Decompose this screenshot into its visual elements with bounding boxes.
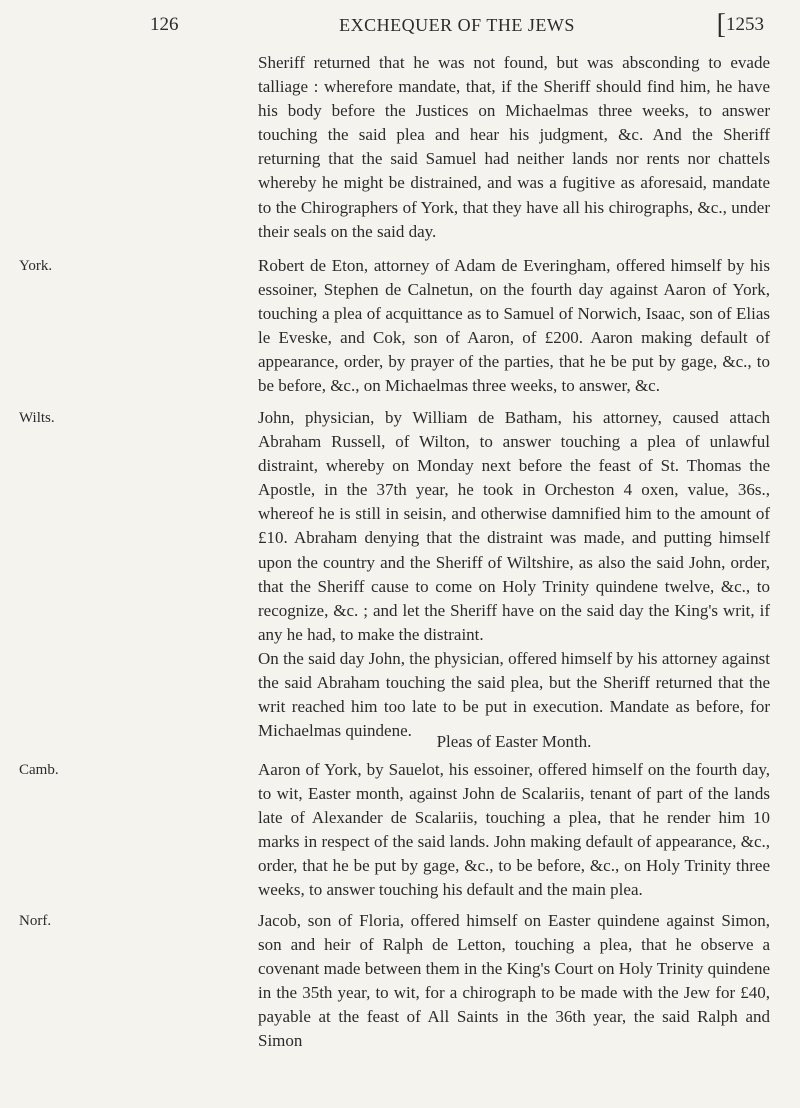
paragraph-block	[258, 909, 770, 1054]
paragraph: Robert de Eton, attorney of Adam de Everingham, offered himself by his essoiner, Stephen de Calnetun, on the fourth day against Aaron of York, touching a plea of acquittance as to Samuel of Norwich, Isaac, son of Elias le Eveske, and Cok, son of Aaron, of £200. Aaron making default of appearance, order, by prayer of the parties, that he be put by gage, &c., to be before, &c., on Michaelmas three weeks, to answer, &c.	[258, 256, 770, 396]
page-header	[150, 8, 764, 42]
paragraph: Aaron of York, by Sauelot, his essoiner, offered himself on the fourth day, to wit, Easter month, against John de Scalariis, tenant of part of the lands late of Alexander de Scalariis, touching a plea, that he render him 10 marks in respect of the said lands. John making default of appearance, &c., order, that he be put by gage, &c., to be before, &c., on Holy Trinity three weeks, to answer touching his default and the main plea.	[258, 760, 770, 900]
page-number: 126	[150, 14, 179, 35]
paragraph-block	[258, 406, 770, 743]
year-value: 1253	[726, 14, 764, 35]
paragraph-block	[258, 51, 770, 244]
paragraph: Sheriff returned that he was not found, but was absconding to evade talliage : wherefore mandate, that, if the Sheriff should find him, he have his body before the Justices on Michaelmas three weeks, to answer touching the said plea and hear his judgment, &c. And the Sheriff returning that the said Samuel had neither lands nor rents nor chattels whereby he might be distrained, and was a fugitive as aforesaid, mandate to the Chirographers of York, that they have all his chirographs, &c., under their seals on the said day.	[258, 53, 770, 241]
margin-county-label: Norf.	[19, 913, 52, 929]
paragraph-block	[258, 254, 770, 399]
margin-county-label: York.	[19, 258, 53, 274]
paragraph: John, physician, by William de Batham, his attorney, caused attach Abraham Russell, of Wilton, to answer touching a plea of unlawful distraint, whereby on Monday next before the feast of St. Thomas the Apostle, in the 37th year, he took in Orcheston 4 oxen, value, 36s., whereof he is still in seisin, and otherwise damnified him to the amount of £10. Abraham denying that the distraint was made, and putting himself upon the country and the Sheriff of Wiltshire, as also the said John, order, that the Sheriff cause to come on Holy Trinity quindene twelve, &c., to recognize, &c. ; and let the Sheriff have on the said day the King's writ, if any he had, to make the distraint.	[258, 408, 770, 644]
margin-county-label: Wilts.	[19, 410, 55, 426]
running-title: EXCHEQUER OF THE JEWS	[339, 15, 575, 35]
paragraph: Jacob, son of Floria, offered himself on Easter quindene against Simon, son and heir of Ralph de Letton, touching a plea, that he observe a covenant made between them in the King's Court on Holy Trinity quindene in the 35th year, to wit, for a chirograph to be made with the Jew for £40, payable at the feast of All Saints in the 36th year, the said Ralph and Simon	[258, 911, 770, 1051]
section-heading: Pleas of Easter Month.	[436, 732, 592, 751]
margin-county-label: Camb.	[19, 762, 59, 778]
paragraph-block	[258, 758, 770, 903]
year-marker: [1253	[716, 9, 764, 40]
paragraph: On the said day John, the physician, offered himself by his attorney against the said Abraham touching the said plea, but the Sheriff returned that the writ reached him too late to be put in execution. Mandate as before, for Michaelmas quindene.	[258, 648, 770, 741]
